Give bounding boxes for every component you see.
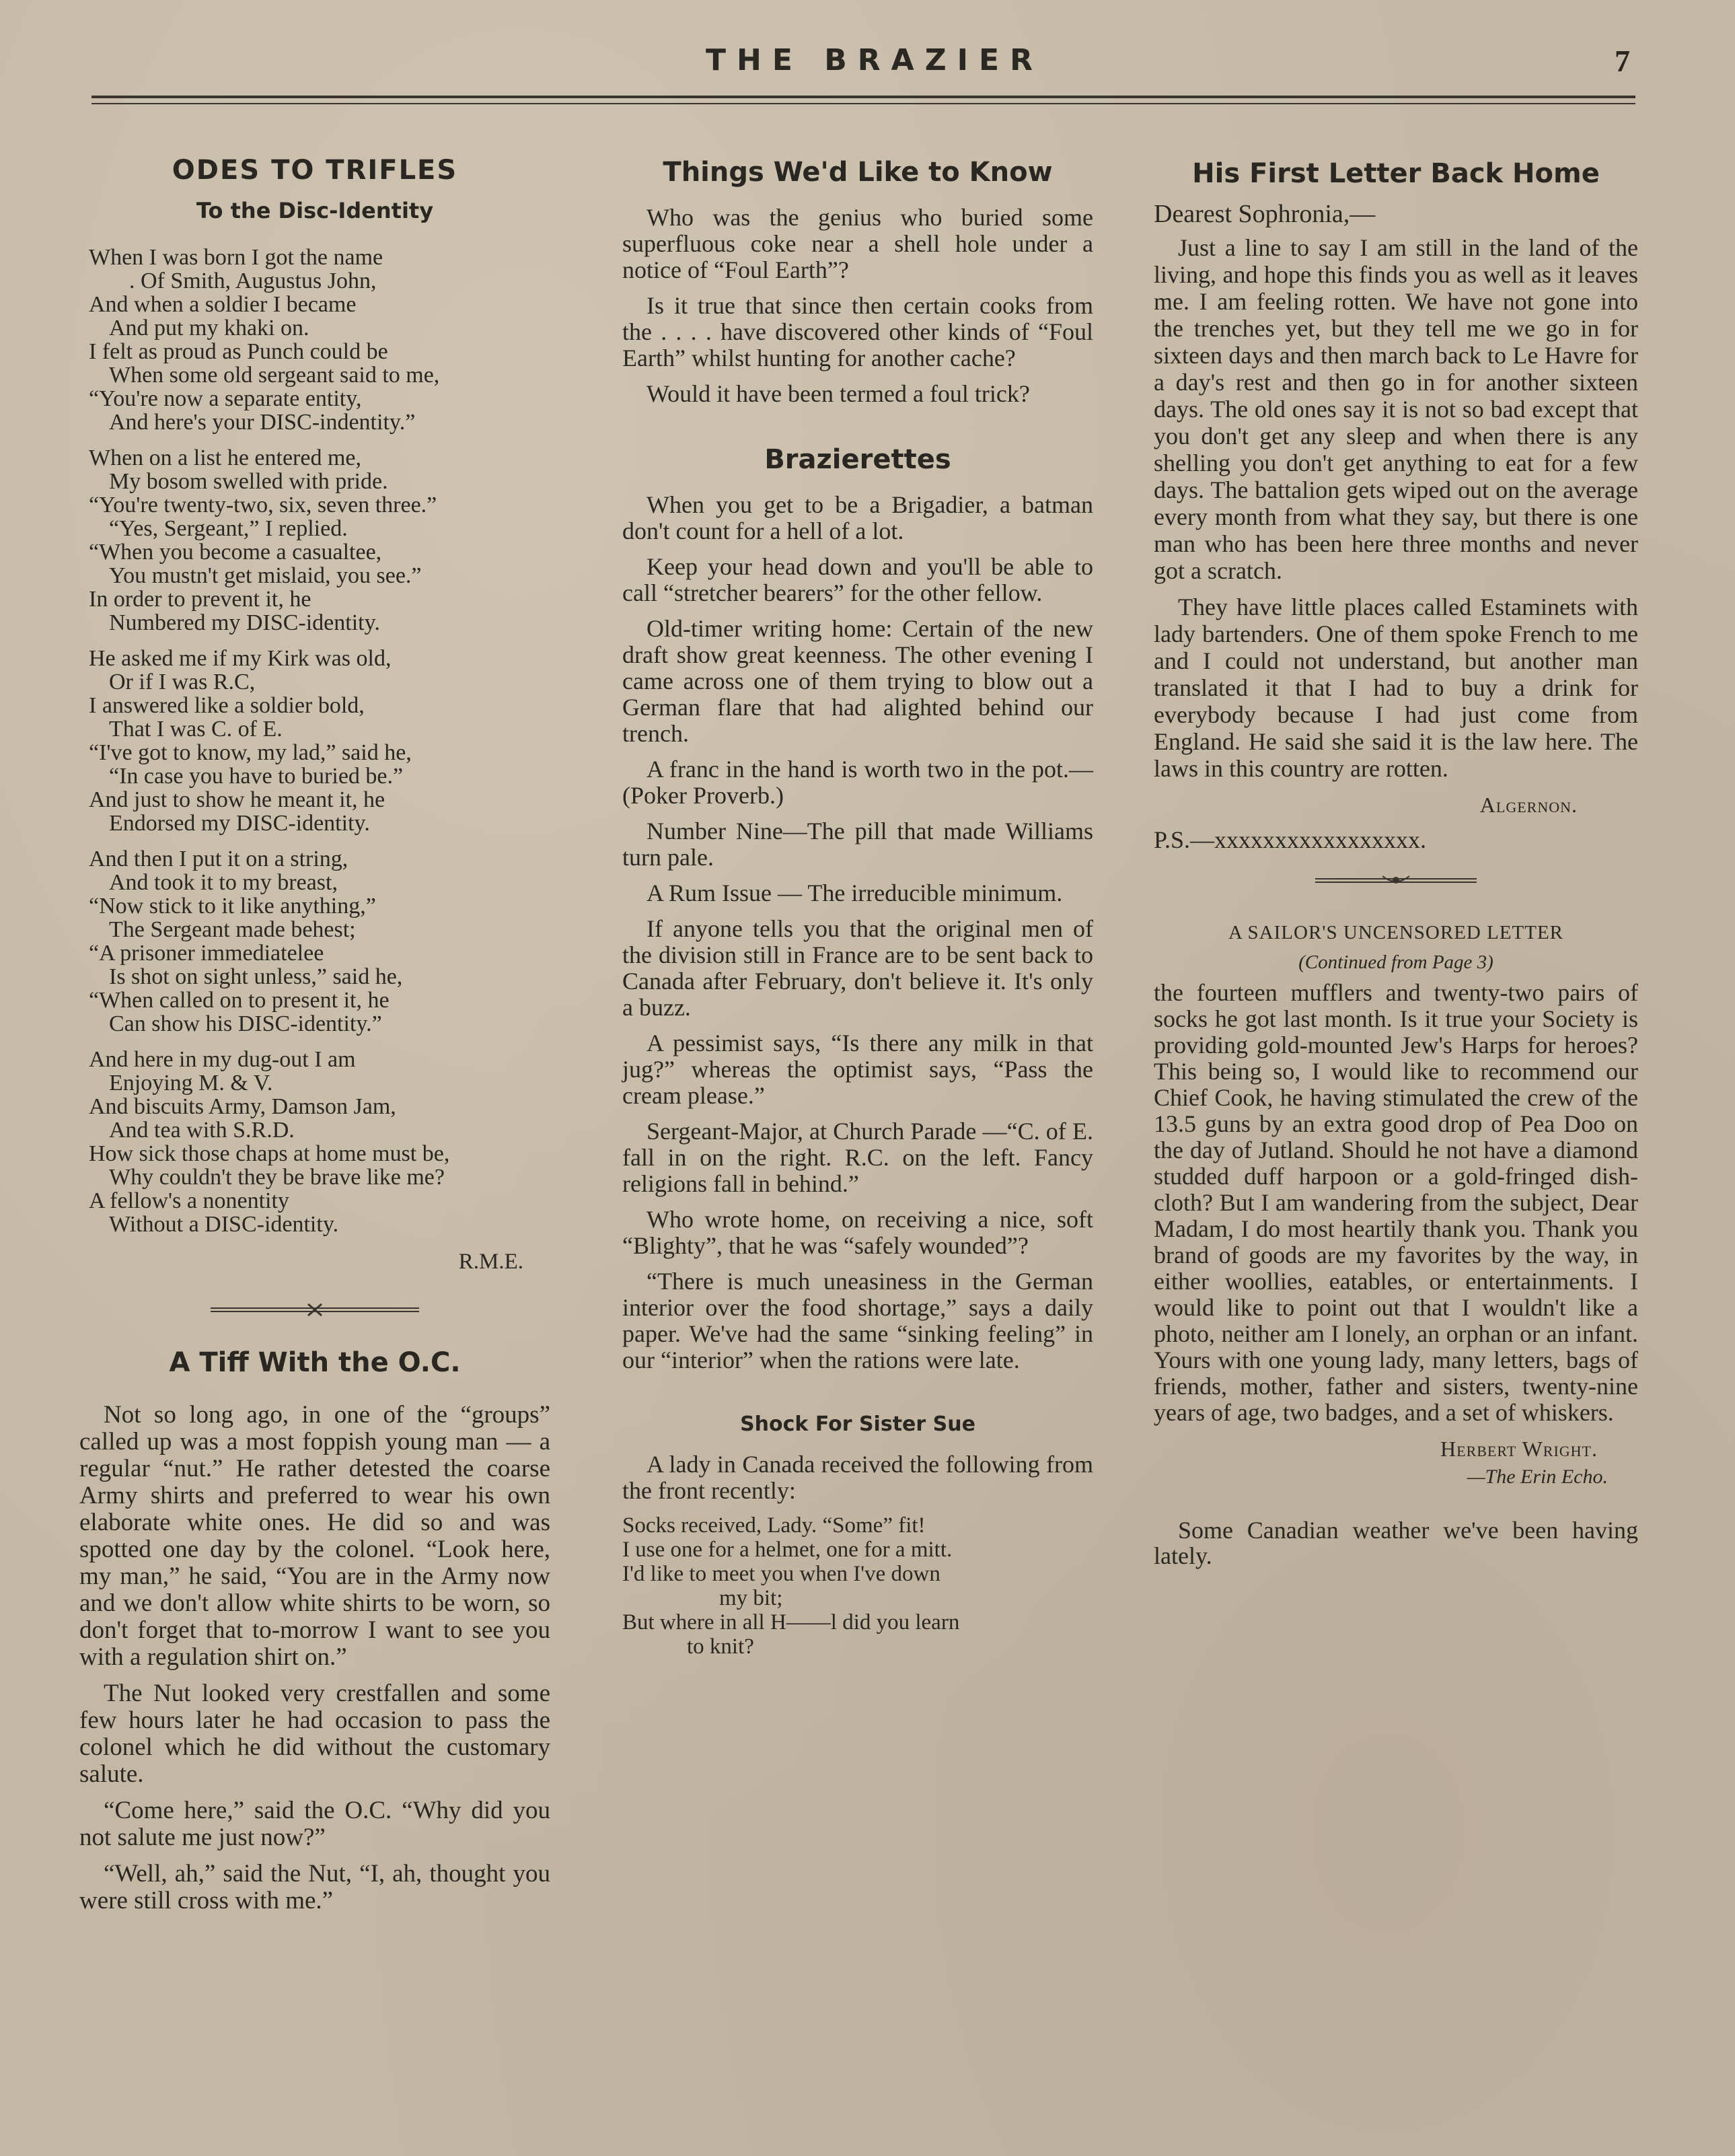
odes-title: ODES TO TRIFLES — [172, 155, 458, 186]
letter-paragraph: Just a line to say I am still in the land of the living, and hope this finds you as well as it leaves me. I am feeling rotten. We have not gone into the trenches yet, but they tell me we go in for sixteen days and then march back to Le Havre for a day's rest and then go in for another sixteen days. The old ones say it is not so bad except that you don't get any sleep and when there is any shelling you don't get anything to eat for a few days. The battalion gets wiped out on the average every month from what they say, but there is one man who has been here three months and never got a scratch. — [1154, 234, 1638, 584]
tiff-paragraph: “Come here,” said the O.C. “Why did you not salute me just now?” — [79, 1797, 550, 1851]
poem-line: How sick those chaps at home must be, — [89, 1141, 450, 1166]
column-middle — [622, 153, 1093, 1659]
poem-line: And when a soldier I became — [89, 292, 357, 317]
poem-line: Is shot on sight unless,” said he, — [109, 964, 403, 989]
poem-line: My bosom swelled with pride. — [109, 469, 388, 494]
poem-line: “You're now a separate entity, — [89, 386, 362, 411]
poem-line: The Sergeant made behest; — [109, 917, 356, 942]
poem-line: When on a list he entered me, — [89, 445, 362, 470]
brazierette-item: “There is much uneasiness in the German interior over the food shortage,” says a daily paper. We've had the same “sinking feeling” in our “interior” when the rations were late. — [622, 1268, 1093, 1373]
poem-line: Without a DISC-identity. — [109, 1212, 339, 1237]
column-right — [1154, 155, 1638, 1578]
poem-line: “When you become a casualtee, — [89, 540, 382, 565]
poem-line: Can show his DISC-identity.” — [109, 1011, 382, 1036]
sailor-source: —The Erin Echo. — [1467, 1466, 1608, 1488]
poem-line: “Now stick to it like anything,” — [89, 894, 376, 919]
poem-line: He asked me if my Kirk was old, — [89, 646, 392, 671]
shock-title: Shock For Sister Sue — [740, 1412, 975, 1436]
shock-intro: A lady in Canada received the following from the front recently: — [622, 1451, 1093, 1504]
poem-line: And here's your DISC-indentity.” — [109, 410, 416, 435]
poem-line: to knit? — [687, 1634, 754, 1659]
poem-stanza — [89, 246, 550, 434]
poem-stanza — [89, 446, 550, 635]
letter-body — [1154, 234, 1638, 782]
tiff-paragraph: “Well, ah,” said the Nut, “I, ah, thought you were still cross with me.” — [79, 1860, 550, 1914]
poem-line: I felt as proud as Punch could be — [89, 339, 388, 364]
poem-stanza — [89, 1048, 550, 1236]
brazierette-item: When you get to be a Brigadier, a batman don't count for a hell of a lot. — [622, 491, 1093, 544]
poem-line: I use one for a helmet, one for a mitt. — [622, 1538, 953, 1562]
sailor-body: the fourteen mufflers and twenty-two pairs of socks he got last month. Is it true your Society is providing gold-mounted Jew's Harps for heroes? This being so, I would like to recommend our Chief Cook, he having stimulated the crew of the 13.5 guns by an extra good drop of Pea Doo on the day of Jutland. Should he not have a diamond studded duff harpoon or a gold-fringed dish-cloth? But I am wandering from the subject, Dear Madam, I do most heartily thank you. Thank you brand of goods are my favorites by the way, in either woollies, eatables, or entertainments. I would like to point out that I wouldn't like a photo, neither am I lonely, an orphan or an infant. Yours with one young lady, many letters, bags of friends, mother, father and sisters, twenty-nine years of age, two badges, and a set of whiskers. — [1154, 979, 1638, 1426]
weather-note: Some Canadian weather we've been having lately. — [1154, 1517, 1638, 1569]
header-rule-thick — [91, 96, 1635, 98]
poem-line: I'd like to meet you when I've down — [622, 1562, 940, 1586]
poem-line: And put my khaki on. — [109, 316, 309, 340]
brazierette-item: A franc in the hand is worth two in the pot.—(Poker Proverb.) — [622, 756, 1093, 809]
odes-poem — [79, 246, 550, 1236]
sailor-signature: Herbert Wright. — [1440, 1437, 1598, 1461]
poem-line: Enjoying M. & V. — [109, 1071, 273, 1095]
poem-line: And just to show he meant it, he — [89, 787, 385, 812]
poem-line: “When called on to present it, he — [89, 988, 390, 1013]
things-paragraph: Is it true that since then certain cooks from the . . . . have discovered other kinds of “Foul Earth” whilst hunting for another cache? — [622, 292, 1093, 371]
poem-line: Why couldn't they be brave like me? — [109, 1165, 445, 1190]
poem-stanza — [89, 847, 550, 1036]
poem-line: “Yes, Sergeant,” I replied. — [109, 516, 348, 541]
header-rule-thin — [91, 103, 1635, 104]
things-paragraph: Would it have been termed a foul trick? — [647, 380, 1030, 407]
brazierette-item: If anyone tells you that the original men of the division still in France are to be sent back to Canada after February, don't believe it. It's only a buzz. — [622, 915, 1093, 1021]
letter-postscript: P.S.—xxxxxxxxxxxxxxxxx. — [1154, 826, 1427, 853]
sailor-title: A SAILOR'S UNCENSORED LETTER — [1228, 922, 1564, 943]
odes-subtitle: To the Disc-Identity — [196, 198, 434, 223]
poem-line: When I was born I got the name — [89, 245, 383, 270]
masthead-title: THE BRAZIER — [706, 43, 1043, 77]
poem-line: “A prisoner immediatelee — [89, 941, 324, 966]
brazierette-item: A pessimist says, “Is there any milk in that jug?” whereas the optimist says, “Pass the cream please.” — [622, 1030, 1093, 1109]
poem-line: You mustn't get mislaid, you see.” — [109, 563, 422, 588]
poem-line: Socks received, Lady. “Some” fit! — [622, 1513, 926, 1538]
ornament-divider — [211, 1302, 419, 1317]
things-article-body — [622, 205, 1093, 407]
tiff-paragraph: The Nut looked very crestfallen and some few hours later he had occasion to pass the colonel which he did without the customary salute. — [79, 1680, 550, 1788]
poem-line: Endorsed my DISC-identity. — [109, 811, 370, 836]
poem-line: “You're twenty-two, six, seven three.” — [89, 493, 437, 517]
page-number: 7 — [1615, 44, 1630, 78]
letter-signature: Algernon. — [1479, 793, 1578, 817]
letter-paragraph: They have little places called Estaminets with lady bartenders. One of them spoke French to me and I could not understand, but another man translated it that I had to buy a drink for everybody because I had just come from England. He said she said it is the law here. The laws in this country are rotten. — [1154, 594, 1638, 782]
poem-line: When some old sergeant said to me, — [109, 363, 440, 388]
poem-line: That I was C. of E. — [109, 717, 283, 742]
ornament-divider — [1315, 873, 1477, 888]
poem-line: In order to prevent it, he — [89, 587, 311, 612]
tiff-paragraph: Not so long ago, in one of the “groups” called up was a most foppish young man — a regular “nut.” He rather detested the coarse Army shirts and preferred to wear his own elaborate white ones. He did so and was spotted one day by the colonel. “Look here, my man,” he said, “You are in the Army now and we don't allow white shirts to be worn, so don't forget that to-morrow I want to see you with a regulation shirt on.” — [79, 1401, 550, 1671]
poem-line: And tea with S.R.D. — [109, 1118, 295, 1143]
poem-line: I answered like a soldier bold, — [89, 693, 365, 718]
poem-line: And here in my dug-out I am — [89, 1047, 356, 1072]
poem-line: A fellow's a nonentity — [89, 1188, 289, 1213]
poem-line: But where in all H——l did you learn — [622, 1610, 960, 1634]
letter-salutation: Dearest Sophronia,— — [1154, 200, 1376, 228]
poem-line: Or if I was R.C, — [109, 670, 256, 694]
things-paragraph: Who was the genius who buried some superfluous coke near a shell hole under a notice of “Foul Earth”? — [622, 204, 1093, 283]
brazierette-item: Who wrote home, on receiving a nice, soft “Blighty”, that he was “safely wounded”? — [622, 1206, 1093, 1259]
letter-title: His First Letter Back Home — [1192, 158, 1600, 189]
sailor-continued: (Continued from Page 3) — [1298, 951, 1493, 973]
shock-poem — [622, 1513, 1093, 1659]
brazierettes-title: Brazierettes — [764, 444, 951, 475]
tiff-title: A Tiff With the O.C. — [169, 1347, 461, 1378]
brazierette-item: Old-timer writing home: Certain of the new draft show great keenness. The other evening I came across one of them trying to blow out a German flare that had alighted behind our trench. — [622, 615, 1093, 747]
things-title: Things We'd Like to Know — [663, 157, 1053, 188]
brazierette-item: A Rum Issue — The irreducible minimum. — [647, 879, 1063, 906]
brazierette-item: Keep your head down and you'll be able to call “stretcher bearers” for the other fellow. — [622, 553, 1093, 606]
poem-line: . Of Smith, Augustus John, — [129, 268, 377, 293]
poem-line: “In case you have to buried be.” — [109, 764, 404, 789]
column-left — [79, 151, 550, 1924]
poem-line: Numbered my DISC-identity. — [109, 610, 380, 635]
poem-line: my bit; — [719, 1586, 783, 1610]
brazierettes-body — [622, 492, 1093, 1373]
poem-line: And took it to my breast, — [109, 870, 338, 895]
brazierette-item: Number Nine—The pill that made Williams turn pale. — [622, 818, 1093, 871]
brazierette-item: Sergeant-Major, at Church Parade —“C. of E. fall in on the right. R.C. on the left. Fancy religions fall in behind.” — [622, 1118, 1093, 1197]
tiff-article-body — [79, 1402, 550, 1914]
poem-line: And then I put it on a string, — [89, 847, 348, 871]
poem-line: And biscuits Army, Damson Jam, — [89, 1094, 396, 1119]
poem-stanza — [89, 647, 550, 835]
odes-signature: R.M.E. — [458, 1250, 523, 1274]
poem-line: “I've got to know, my lad,” said he, — [89, 740, 412, 765]
